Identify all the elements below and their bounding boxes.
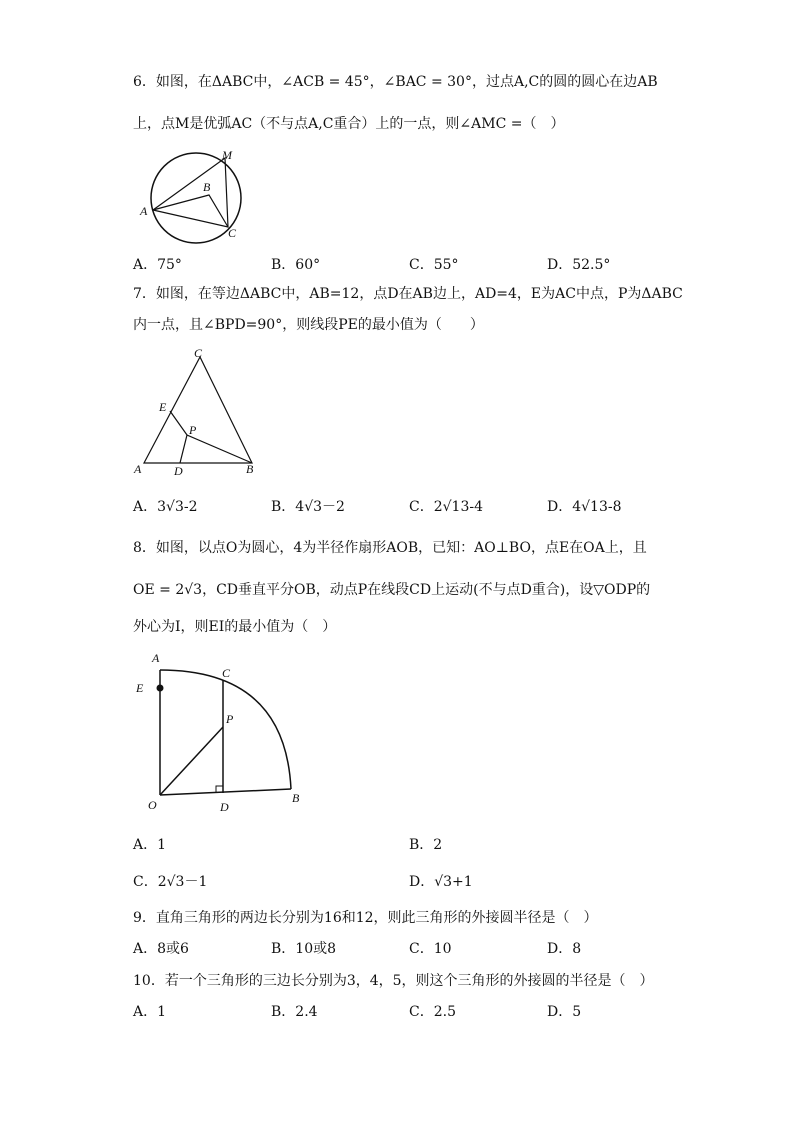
q6-option-a[interactable]: A．75°: [133, 257, 182, 273]
q9-option-b[interactable]: B．10或8: [271, 941, 337, 957]
q6-stem-line2: 上，点M是优弧AC（不与点A,C重合）上的一点，则∠AMC =（ ）: [133, 116, 565, 132]
q8-option-c[interactable]: C．2√3－1: [133, 874, 208, 890]
q7-option-c[interactable]: C．2√13-4: [409, 499, 483, 515]
q8-label-b: B: [292, 791, 300, 805]
q10-stem-line1: 10．若一个三角形的三边长分别为3，4，5，则这个三角形的外接圆的半径是（ ）: [133, 973, 654, 989]
q7-label-b: B: [246, 462, 254, 476]
q7-label-d: D: [174, 464, 183, 478]
q7-option-b[interactable]: B．4√3－2: [271, 499, 345, 515]
q8-label-c: C: [222, 666, 231, 680]
q8-label-d: D: [220, 800, 229, 814]
q8-figure-sector: [130, 645, 310, 825]
q7-label-p: P: [189, 423, 197, 437]
q8-option-b[interactable]: B．2: [409, 837, 443, 853]
q6-label-c: C: [228, 226, 237, 240]
q6-stem-line1: 6．如图，在ΔABC中，∠ACB = 45°，∠BAC = 30°，过点A,C的圆的圆心在边AB: [133, 74, 658, 90]
q9-stem-line1: 9．直角三角形的两边长分别为16和12，则此三角形的外接圆半径是（ ）: [133, 910, 598, 926]
q6-label-a: A: [140, 204, 148, 218]
q8-label-e: E: [136, 681, 144, 695]
q10-option-a[interactable]: A．1: [133, 1004, 167, 1020]
q6-option-c[interactable]: C．55°: [409, 257, 459, 273]
q10-option-b[interactable]: B．2.4: [271, 1004, 318, 1020]
q8-label-a: A: [152, 651, 160, 665]
q8-stem-line2: OE = 2√3，CD垂直平分OB，动点P在线段CD上运动(不与点D重合)，设▽ODP的: [133, 582, 651, 598]
q6-label-m: M: [222, 148, 232, 162]
q8-option-d[interactable]: D．√3+1: [409, 874, 473, 890]
q10-option-c[interactable]: C．2.5: [409, 1004, 456, 1020]
q9-option-d[interactable]: D．8: [547, 941, 582, 957]
q8-stem-line1: 8．如图，以点O为圆心，4为半径作扇形AOB，已知：AO⊥BO，点E在OA上，且: [133, 540, 647, 556]
q9-option-c[interactable]: C．10: [409, 941, 452, 957]
q7-option-a[interactable]: A．3√3-2: [133, 499, 198, 515]
q7-stem-line1: 7．如图，在等边ΔABC中，AB=12，点D在AB边上，AD=4，E为AC中点，P为ΔABC: [133, 286, 683, 302]
q8-option-a[interactable]: A．1: [133, 837, 167, 853]
q6-option-b[interactable]: B．60°: [271, 257, 321, 273]
q9-option-a[interactable]: A．8或6: [133, 941, 189, 957]
q6-label-b: B: [203, 180, 211, 194]
q7-label-c: C: [194, 346, 203, 360]
q7-stem-line2: 内一点，且∠BPD=90°，则线段PE的最小值为（ ）: [133, 317, 484, 333]
q8-label-p: P: [226, 712, 234, 726]
q10-option-d[interactable]: D．5: [547, 1004, 582, 1020]
q6-figure-circle: [138, 148, 248, 248]
q6-option-d[interactable]: D．52.5°: [547, 257, 611, 273]
q7-option-d[interactable]: D．4√13-8: [547, 499, 622, 515]
q8-stem-line3: 外心为I，则EI的最小值为（ ）: [133, 619, 337, 635]
q7-label-e: E: [159, 400, 167, 414]
q8-label-o: O: [148, 798, 157, 812]
q7-figure-triangle: [130, 345, 265, 480]
q7-label-a: A: [134, 462, 142, 476]
